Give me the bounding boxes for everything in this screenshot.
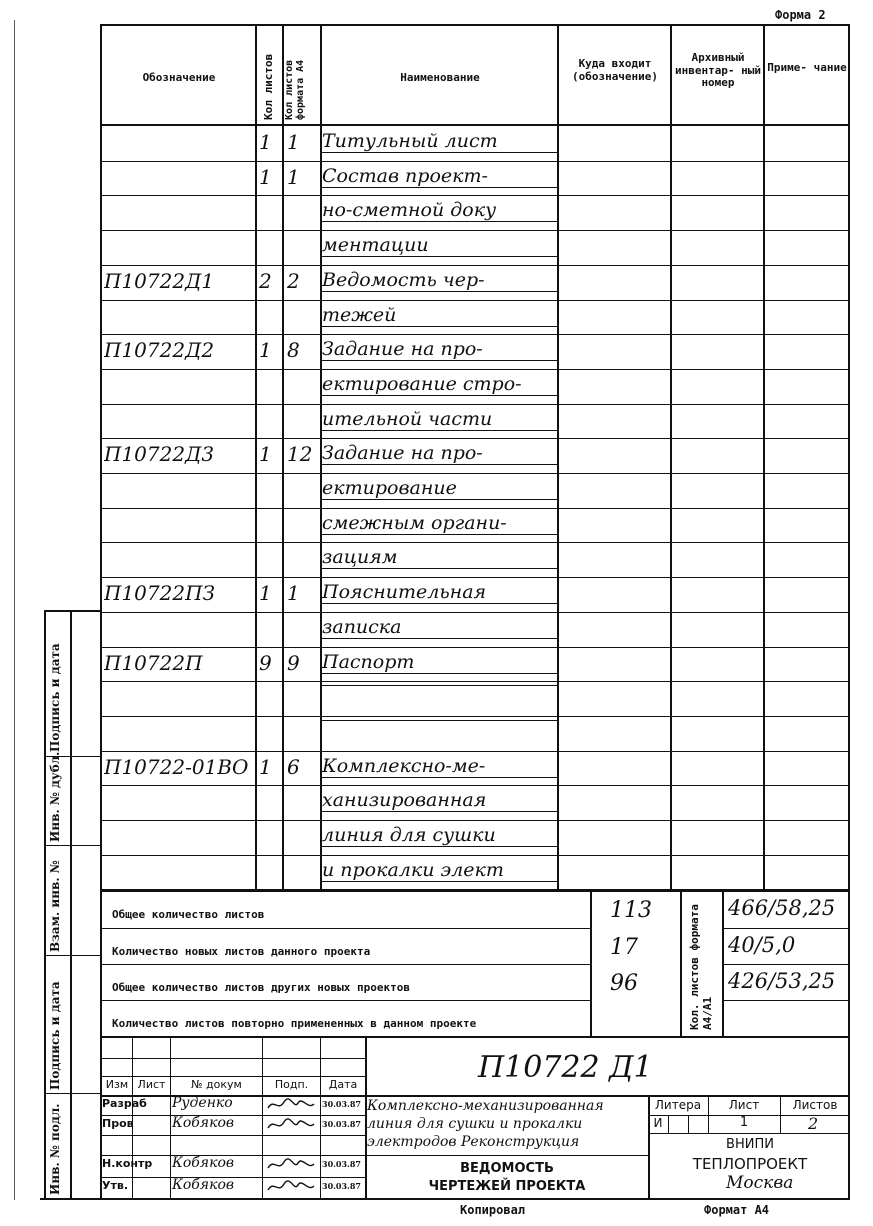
row-name — [322, 685, 558, 686]
side-label: Взам. инв. № — [48, 860, 62, 952]
form-label: Форма 2 — [775, 8, 826, 22]
side-label: Подпись и дата — [48, 643, 62, 752]
row-name: Комплексно-ме- — [322, 755, 558, 778]
row-name: ительной части — [322, 408, 558, 431]
header-designation: Обозначение — [142, 71, 216, 84]
row-name: Титульный лист — [322, 130, 558, 153]
totals-vertical-label: Кол. листов формата А4/А1 — [688, 904, 714, 1030]
row-sheets-a4: 2 — [287, 268, 300, 293]
row-sheets: 1 — [259, 754, 272, 779]
sheet-label: Лист — [728, 1098, 760, 1112]
stamp-name: Кобяков — [172, 1115, 235, 1131]
sheets-value: 2 — [808, 1114, 819, 1133]
row-designation: П10722Д2 — [104, 338, 215, 363]
row-name: и прокалки элект — [322, 859, 558, 882]
project-title: Комплексно-механизированная линия для сушки и прокалки электродов Реконструкция — [367, 1098, 604, 1150]
row-name: записка — [322, 616, 558, 639]
totals-value: 17 — [610, 935, 638, 960]
doc-code: П10722 Д1 — [478, 1050, 653, 1085]
signature — [266, 1157, 316, 1171]
totals-label: Количество новых листов данного проекта — [112, 945, 371, 958]
totals-label: Количество листов повторно примененных в данном проекте — [112, 1017, 477, 1030]
row-name: Задание на про- — [322, 338, 558, 361]
signature — [266, 1179, 316, 1193]
row-name: ментации — [322, 234, 558, 257]
row-name — [322, 720, 558, 721]
row-sheets-a4: 8 — [287, 338, 300, 363]
row-designation: П10722-01ВО — [104, 754, 249, 779]
signature — [266, 1097, 316, 1111]
stamp-col-header: Подп. — [274, 1078, 309, 1091]
side-label: Подпись и дата — [48, 981, 62, 1090]
header-where: Куда входит (обозначение) — [571, 57, 659, 83]
stamp-name: Руденко — [172, 1095, 233, 1111]
row-sheets: 1 — [259, 442, 272, 467]
stamp-date: 30.03.87 — [322, 1119, 361, 1129]
row-name: но-сметной доку — [322, 199, 558, 222]
row-name: Паспорт — [322, 651, 558, 674]
header-archive: Архивный инвентар- ный номер — [674, 51, 762, 90]
row-name: тежей — [322, 304, 558, 327]
header-sheets: Кол листов — [262, 53, 275, 120]
row-name: линия для сушки — [322, 824, 558, 847]
litera-value: И — [653, 1116, 663, 1130]
stamp-role: Утв. — [102, 1179, 128, 1192]
row-sheets-a4: 1 — [287, 164, 300, 189]
totals-a4: 426/53,25 — [728, 969, 836, 993]
stamp-col-header: Изм — [105, 1078, 129, 1091]
totals-value: 113 — [610, 898, 652, 923]
row-name: Пояснительная — [322, 581, 558, 604]
row-name: ектирование — [322, 477, 558, 500]
sheet-value: 1 — [739, 1115, 749, 1130]
row-name: ханизированная — [322, 789, 558, 812]
row-sheets: 2 — [259, 268, 272, 293]
totals-label: Общее количество листов — [112, 908, 265, 921]
stamp-name: Кобяков — [172, 1177, 235, 1193]
doc-title-1: ВЕДОМОСТЬ — [460, 1161, 554, 1176]
row-sheets-a4: 1 — [287, 130, 300, 154]
row-designation: П10722Д3 — [104, 442, 215, 467]
row-sheets: 1 — [259, 581, 272, 606]
stamp-date: 30.03.87 — [322, 1099, 361, 1109]
row-designation: П10722П — [104, 650, 203, 675]
org-3: Москва — [726, 1173, 794, 1193]
header-note: Приме- чание — [767, 61, 847, 74]
stamp-col-header: № докум — [191, 1078, 242, 1091]
header-sheets-a4: Кол листов формата А4 — [284, 59, 306, 120]
row-name: Задание на про- — [322, 442, 558, 465]
row-name: смежным органи- — [322, 512, 558, 535]
row-sheets-a4: 12 — [287, 442, 313, 467]
org-1: ВНИПИ — [726, 1137, 774, 1152]
stamp-role: Разраб — [102, 1097, 147, 1110]
stamp-role: Н.контр — [102, 1157, 153, 1170]
totals-value: 96 — [610, 971, 638, 996]
format-label: Формат А4 — [704, 1203, 770, 1217]
stamp-col-header: Дата — [328, 1078, 358, 1091]
row-sheets: 9 — [259, 650, 272, 675]
sheets-label: Листов — [792, 1098, 838, 1112]
totals-a4: 40/5,0 — [728, 933, 796, 957]
row-designation: П10722ПЗ — [104, 581, 215, 606]
row-sheets-a4: 9 — [287, 650, 300, 675]
totals-a4: 466/58,25 — [728, 896, 836, 920]
row-sheets: 1 — [259, 130, 272, 154]
side-label: Инв. № подл. — [48, 1103, 62, 1195]
header-name: Наименование — [400, 71, 480, 84]
row-sheets: 1 — [259, 338, 272, 363]
totals-label: Общее количество листов других новых проектов — [112, 981, 411, 994]
copied-label: Копировал — [460, 1203, 526, 1217]
row-sheets: 1 — [259, 164, 272, 189]
stamp-role: Пров — [102, 1117, 134, 1130]
row-sheets-a4: 6 — [287, 754, 300, 779]
row-sheets-a4: 1 — [287, 581, 300, 606]
litera-label: Литера — [654, 1098, 702, 1112]
doc-title-2: ЧЕРТЕЖЕЙ ПРОЕКТА — [428, 1179, 586, 1194]
signature — [266, 1117, 316, 1131]
stamp-col-header: Лист — [137, 1078, 166, 1091]
row-name: Ведомость чер- — [322, 269, 558, 292]
org-2: ТЕПЛОПРОЕКТ — [692, 1155, 808, 1173]
row-name: зациям — [322, 546, 558, 569]
row-name: ектирование стро- — [322, 373, 558, 396]
side-label: Инв. № дубл. — [48, 751, 62, 842]
stamp-name: Кобяков — [172, 1155, 235, 1171]
row-name: Состав проект- — [322, 165, 558, 188]
stamp-date: 30.03.87 — [322, 1181, 361, 1191]
row-designation: П10722Д1 — [104, 268, 215, 293]
stamp-date: 30.03.87 — [322, 1159, 361, 1169]
